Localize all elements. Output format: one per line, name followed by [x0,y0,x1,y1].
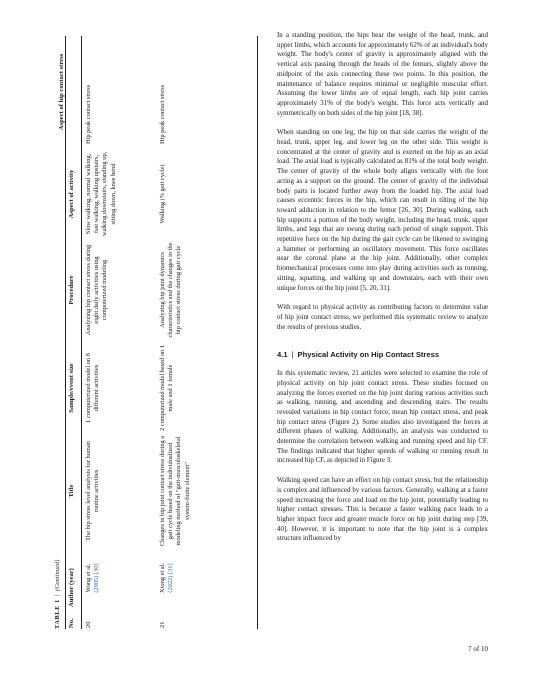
body-text-column [277,31,488,554]
row-no: 21 [159,621,166,628]
header-activity: Aspect of activity [68,169,75,219]
header-sample: Sample/event size [68,363,75,413]
row-activity: Walking (% gait cycle) [159,164,166,224]
section-heading: 4.1 | Physical Activity on Hip Contact Stress [277,350,440,360]
row-no: 20 [85,621,92,628]
row-title: Changes in hip joint contact stress during a gait cycle based on the individualized modeling method of "gait-musculoskeletal system-finite element" [159,435,191,547]
row-stress: Hip peak contact stress [85,84,92,144]
header-author: Author (year) [68,568,75,607]
header-no: No. [68,618,75,628]
paragraph-one-leg: When standing on one leg, the hip on that side carries the weight of the head, trunk, upper leg, and lower leg on the other side. This weight is concentrated at the center of gravity and is exerted on the hip as an axial load. The axial load is typically calculated as 81% of the total body weight. The center of gravity of the whole body aligns vertically with the foot acting as a support on the ground. The center of gravity of the individual body parts is located further away from the loaded hip. The axial load causes eccentric forces in the hip, which can result in tilting of the hip toward adduction in relation to the femur [26, 30]. During walking, each hip supports a portion of the body weight, including the head, trunk, upper limbs, and legs that are swung during each period of single support. This repetitive force on the hip during the gait cycle can be likened to swinging a hammer or performing an oscillatory movement. This force oscillates near the coronal plane at the hip joint. Additionally, other complex biomechanical processes come into play during activities such as running, sitting, squatting, and walking up and downstairs, each with their own unique forces on the hip joint [5, 20, 31]. [277,128,488,292]
row-sample: 2 computerized model based on 1 male and 1 female [159,344,175,432]
table-1-rotated [52,36,268,629]
table-caption: TABLE 1 | (Continued) [54,559,61,629]
paragraph-standing: In a standing position, the hips bear the weight of the head, trunk, and upper limbs, which accounts for approximately 62% of an individual's body weight. The body's center of gravity is approximately aligned with the vertical axis passing through the heads of the femurs, slightly above the midpoint of the axis connecting these two points. In this position, the maintenance of balance requires minimal or negligible muscular effort. Assuming the lower limbs are of equal length, each hip joint carries approximately 31% of the body's weight. This force acts vertically and symmetrically on both sides of the hip joint [18, 38]. [277,31,488,117]
table-panel [52,36,268,629]
row-title: The hip stress level analysis for human routine activities [85,441,101,541]
header-procedure: Procedure [68,275,75,305]
row-author: Xiong et al. (2022) [31] [159,563,175,593]
table-header-rule [81,36,82,629]
header-stress: Aspect of hip contact stress [58,53,65,131]
paragraph-review-purpose: With regard to physical activity as contributing factors to determine value of hip joint contact stress, we performed this systematic review to analyze the results of previous studies. [277,303,488,331]
row-sample: 1 computerized model on 8 different activities [85,353,101,423]
row-author: Wang et al. (2005) [30] [85,563,101,593]
row-stress: Hip peak contact stress [159,84,166,144]
header-title: Title [68,484,75,498]
page-number: 7 of 10 [468,645,488,653]
paragraph-walking-speed: Walking speed can have an effect on hip contact stress, but the relationship is complex and influenced by various factors. Generally, walking at a faster speed increasing the force and load on the hip joint, potentially leading to higher contact stresses. This is because a faster walking pace leads to a higher impact force and greater muscle force on hip joint during step [39, 40]. However, it is important to note that the hip joint is a complex structure influenced by [277,476,488,543]
row-procedure: Analyzing hip joint dynamics characteristics and the changes in the hip contact stress during gait cycle [159,242,183,338]
row-activity: Slow walking, normal walking, fast walking, walking upstairs, walking downstairs, standing up, sitting down, knee bend [85,151,117,237]
paragraph-activity: In this systematic review, 21 articles were selected to examine the role of physical activity on hip joint contact stress. These studies focused on analyzing the forces exerted on the hip joint during various activities such as walking, running, and ascending and descending stairs. The results revealed variations in hip contact force, mean hip contact stress, and peak hip contact stress (Figure 2). Some studies also investigated the forces at different phases of walking. Additionally, an analysis was conducted to determine the correlation between walking and running speed and hip CF. The findings indicated that higher speeds of walking or running result in increased hip CF, as depicted in Figure 3. [277,369,488,465]
table-bottom-rule [257,36,258,629]
row-procedure: Analyzing hip contact stress during eight daily activities using computerized modeling [85,244,109,336]
